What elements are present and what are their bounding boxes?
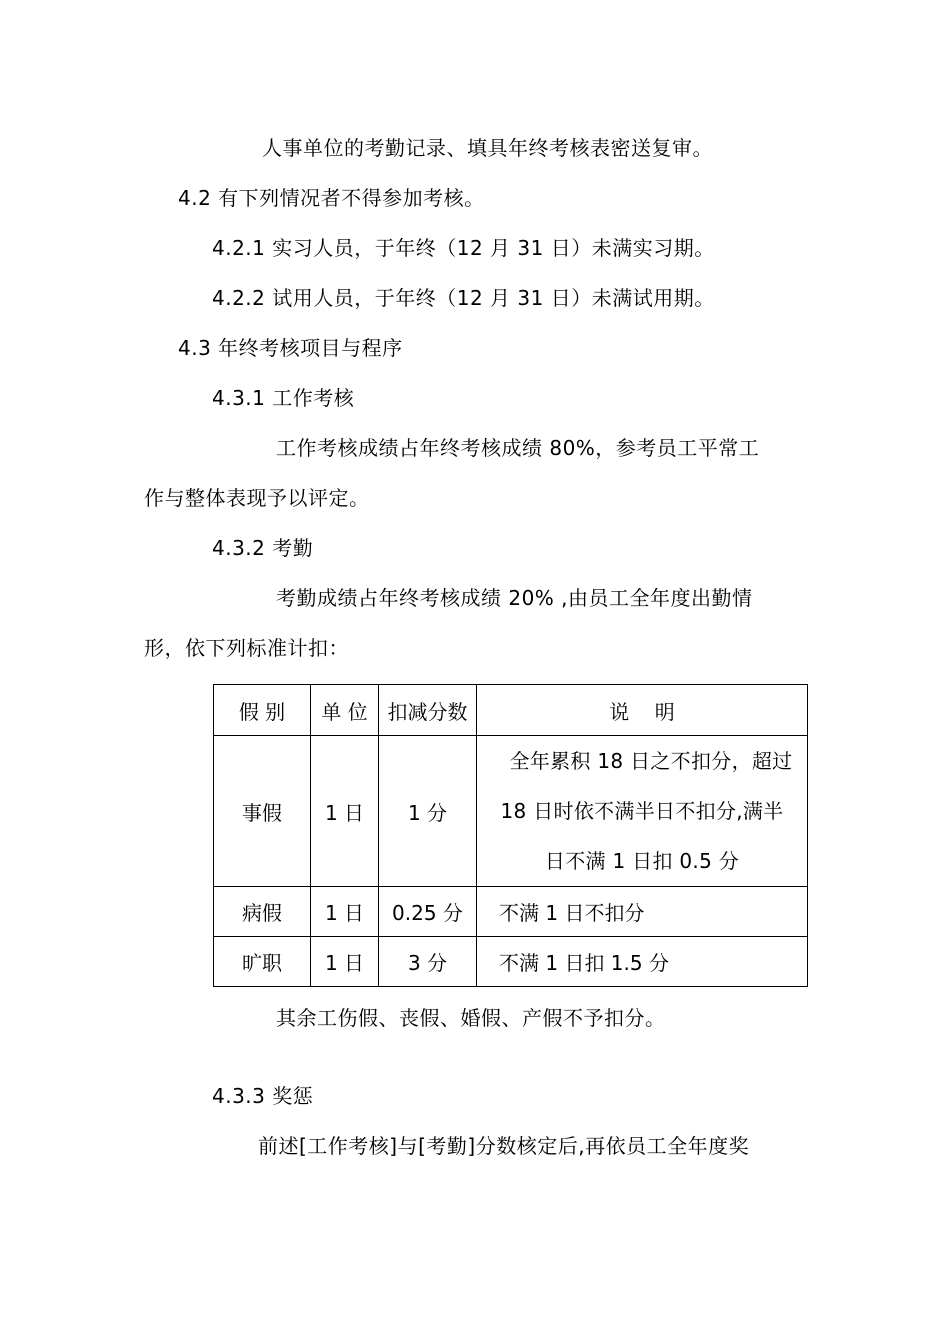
description-cell [477, 736, 808, 887]
paragraph-text: 形，依下列标准计扣： [144, 636, 349, 660]
subsection-heading: 4.3.3 奖惩 [212, 1084, 314, 1108]
paragraph-text: 考勤成绩占年终考核成绩 20% ,由员工全年度出勤情 [276, 586, 753, 610]
paragraph-text: 工作考核成绩占年终考核成绩 80%，参考员工平常工 [276, 436, 760, 460]
unit-cell: 1 日 [311, 937, 379, 987]
column-header: 扣减分数 [379, 685, 477, 736]
leave-type-cell: 事假 [214, 736, 311, 887]
column-header: 单 位 [311, 685, 379, 736]
description-line: 18 日时依不满半日不扣分,满半 [500, 799, 784, 823]
table-row [214, 736, 808, 887]
description-line: 日不满 1 日扣 0.5 分 [544, 849, 740, 873]
attendance-deduction-table [213, 684, 808, 987]
subsection-heading: 4.3.2 考勤 [212, 536, 314, 560]
list-item: 4.2.2 试用人员，于年终（12 月 31 日）未满试用期。 [212, 286, 715, 310]
description-cell: 不满 1 日不扣分 [477, 887, 808, 937]
description-line: 全年累积 18 日之不扣分，超过 [509, 749, 793, 773]
unit-cell: 1 日 [311, 736, 379, 887]
list-item: 4.2.1 实习人员，于年终（12 月 31 日）未满实习期。 [212, 236, 715, 260]
section-heading: 4.2 有下列情况者不得参加考核。 [178, 186, 485, 210]
paragraph-text: 其余工伤假、丧假、婚假、产假不予扣分。 [276, 1006, 666, 1030]
column-header: 说 明 [477, 685, 808, 736]
deduction-cell: 3 分 [379, 937, 477, 987]
paragraph-text: 作与整体表现予以评定。 [144, 486, 370, 510]
table-header-row [214, 685, 808, 736]
deduction-cell: 1 分 [379, 736, 477, 887]
paragraph-text: 前述[工作考核]与[考勤]分数核定后,再依员工全年度奖 [258, 1134, 750, 1158]
subsection-heading: 4.3.1 工作考核 [212, 386, 355, 410]
table-row [214, 887, 808, 937]
deduction-cell: 0.25 分 [379, 887, 477, 937]
leave-type-cell: 旷职 [214, 937, 311, 987]
table-row [214, 937, 808, 987]
leave-type-cell: 病假 [214, 887, 311, 937]
column-header: 假 别 [214, 685, 311, 736]
paragraph-text: 人事单位的考勤记录、填具年终考核表密送复审。 [262, 136, 713, 160]
unit-cell: 1 日 [311, 887, 379, 937]
description-cell: 不满 1 日扣 1.5 分 [477, 937, 808, 987]
section-heading: 4.3 年终考核项目与程序 [178, 336, 403, 360]
